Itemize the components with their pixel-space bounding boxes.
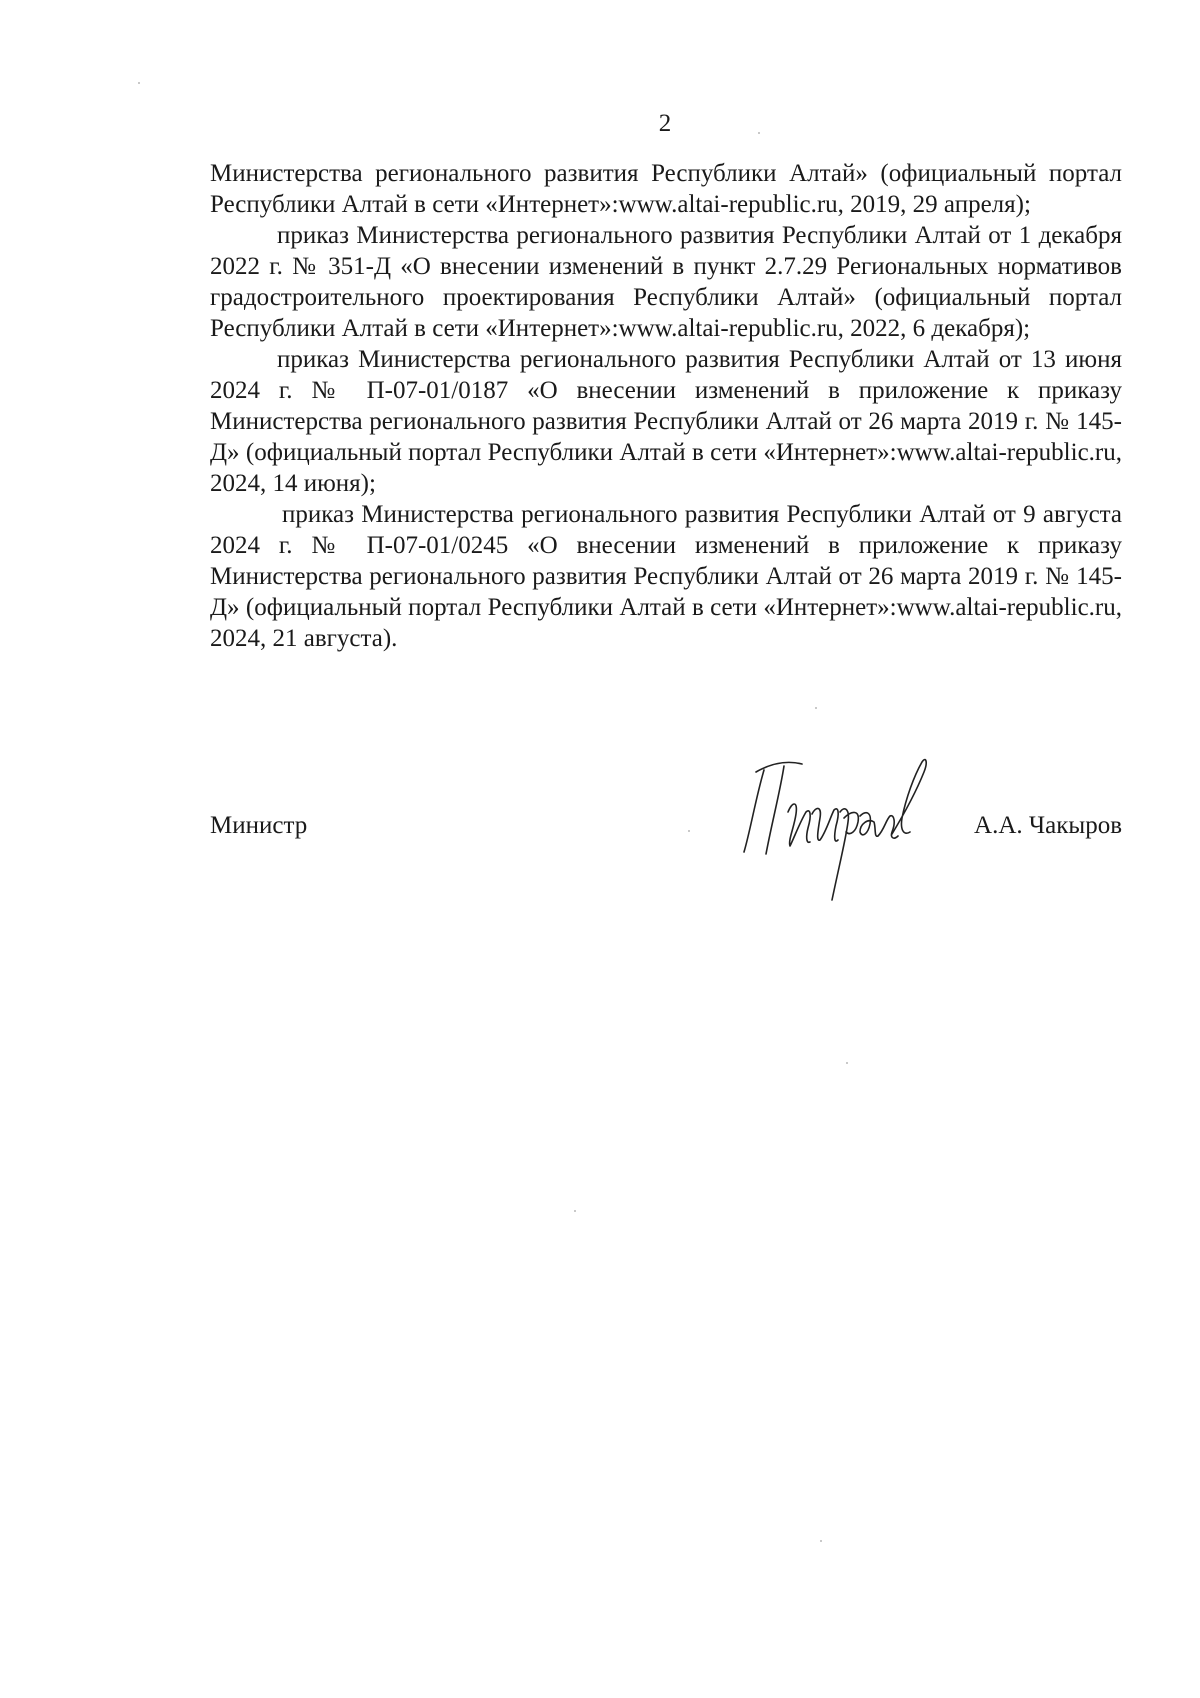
scan-speck <box>815 707 817 709</box>
paragraph-order-0245: приказ Министерства регионального развития Республики Алтай от 9 августа 2024 г. № П-07-01/0245 «О внесении изменений в приложение к приказу Министерства регионального развития Республики Алтай от 26 марта 2019 г. № 145-Д» (официальный портал Республики Алтай в сети «Интернет»:www.altai-republic.ru, 2024, 21 августа). <box>210 501 1122 652</box>
page-number: 2 <box>658 110 672 137</box>
scan-speck <box>138 82 140 84</box>
document-body <box>210 158 1122 654</box>
handwritten-signature-icon <box>726 752 956 902</box>
scan-speck <box>574 1210 576 1212</box>
paragraph-order-351d: приказ Министерства регионального развития Республики Алтай от 1 декабря 2022 г. № 351-Д «О внесении изменений в пункт 2.7.29 Региональных нормативов градостроительного проектирования Республики Алтай» (официальный портал Республики Алтай в сети «Интернет»:www.altai-republic.ru, 2022, 6 декабря); <box>210 222 1122 342</box>
signer-name: А.А. Чакыров <box>974 812 1122 839</box>
paragraph-continuation: Министерства регионального развития Республики Алтай» (официальный портал Республики Алтай в сети «Интернет»:www.altai-republic.ru, 2019, 29 апреля); <box>210 160 1122 218</box>
signer-position: Министр <box>210 812 308 839</box>
scan-speck <box>688 830 690 832</box>
scan-speck <box>820 1540 822 1542</box>
signature-row <box>210 806 1122 846</box>
scan-speck <box>846 1062 848 1064</box>
paragraph-order-0187: приказ Министерства регионального развития Республики Алтай от 13 июня 2024 г. № П-07-01/0187 «О внесении изменений в приложение к приказу Министерства регионального развития Республики Алтай от 26 марта 2019 г. № 145-Д» (официальный портал Республики Алтай в сети «Интернет»:www.altai-republic.ru, 2024, 14 июня); <box>210 346 1122 497</box>
scan-speck <box>758 132 760 134</box>
